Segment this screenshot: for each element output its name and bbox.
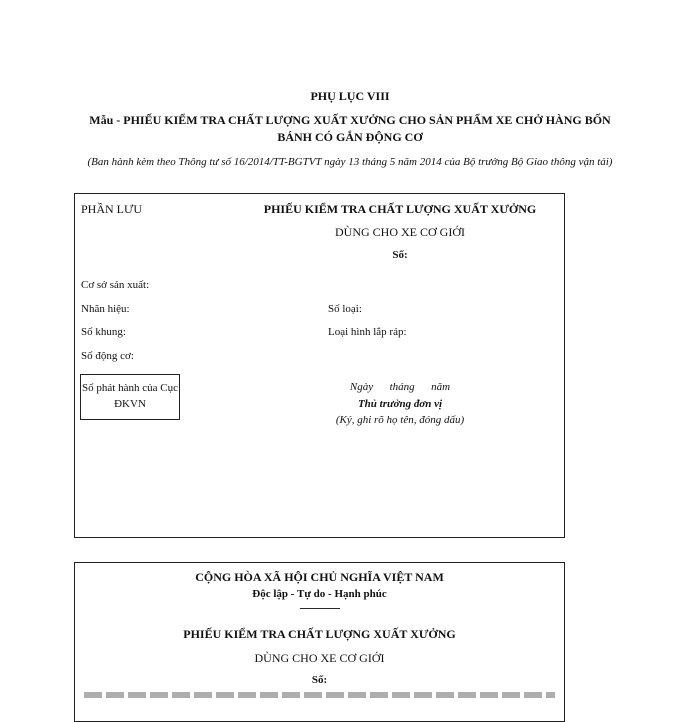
archive-subtitle: DÙNG CHO XE CƠ GIỚI (335, 225, 465, 239)
issue-number-label: Số phát hành của Cục ĐKVN (82, 382, 178, 410)
signer-note: (Ký, ghi rõ họ tên, đóng dấu) (335, 414, 465, 426)
archive-copy-section (74, 193, 565, 538)
engine-number-label: Số động cơ: (81, 350, 134, 362)
brand-label: Nhãn hiệu: (81, 303, 130, 315)
issued-by-note: (Ban hành kèm theo Thông tư số 16/2014/TT-BGTVT ngày 13 tháng 5 năm 2014 của Bộ trưởng Bộ Giao thông vận tải) (87, 156, 613, 168)
certificate-title: PHIẾU KIỂM TRA CHẤT LƯỢNG XUẤT XƯỞNG (183, 627, 456, 641)
manufacturer-label: Cơ sở sản xuất: (81, 279, 150, 291)
archive-tag: PHẦN LƯU (81, 202, 142, 216)
model-code-label: Số loại: (328, 303, 362, 315)
cut-off-text-line (74, 690, 565, 700)
assembly-type-label: Loại hình lắp ráp: (328, 326, 407, 338)
appendix-title: PHỤ LỤC VIII (310, 89, 390, 103)
certificate-number-label: Số: (311, 674, 328, 686)
signer-title: Thủ trưởng đơn vị (357, 398, 443, 410)
date-line: Ngày tháng năm (349, 381, 451, 393)
frame-number-label: Số khung: (81, 326, 126, 338)
archive-title: PHIẾU KIỂM TRA CHẤT LƯỢNG XUẤT XƯỞNG (263, 202, 537, 216)
issue-number-box (80, 374, 180, 420)
form-description: Mẫu - PHIẾU KIỂM TRA CHẤT LƯỢNG XUẤT XƯỞNG CHO SẢN PHẨM XE CHỞ HÀNG BỐN BÁNH CÓ GẮN ĐỘNG CƠ (89, 113, 611, 144)
archive-number-label: Số: (392, 249, 408, 261)
national-motto: Độc lập - Tự do - Hạnh phúc (252, 588, 387, 600)
motto-divider: --------------- (299, 602, 340, 614)
certificate-subtitle: DÙNG CHO XE CƠ GIỚI (254, 651, 385, 665)
national-title: CỘNG HÒA XÃ HỘI CHỦ NGHĨA VIỆT NAM (195, 570, 444, 584)
